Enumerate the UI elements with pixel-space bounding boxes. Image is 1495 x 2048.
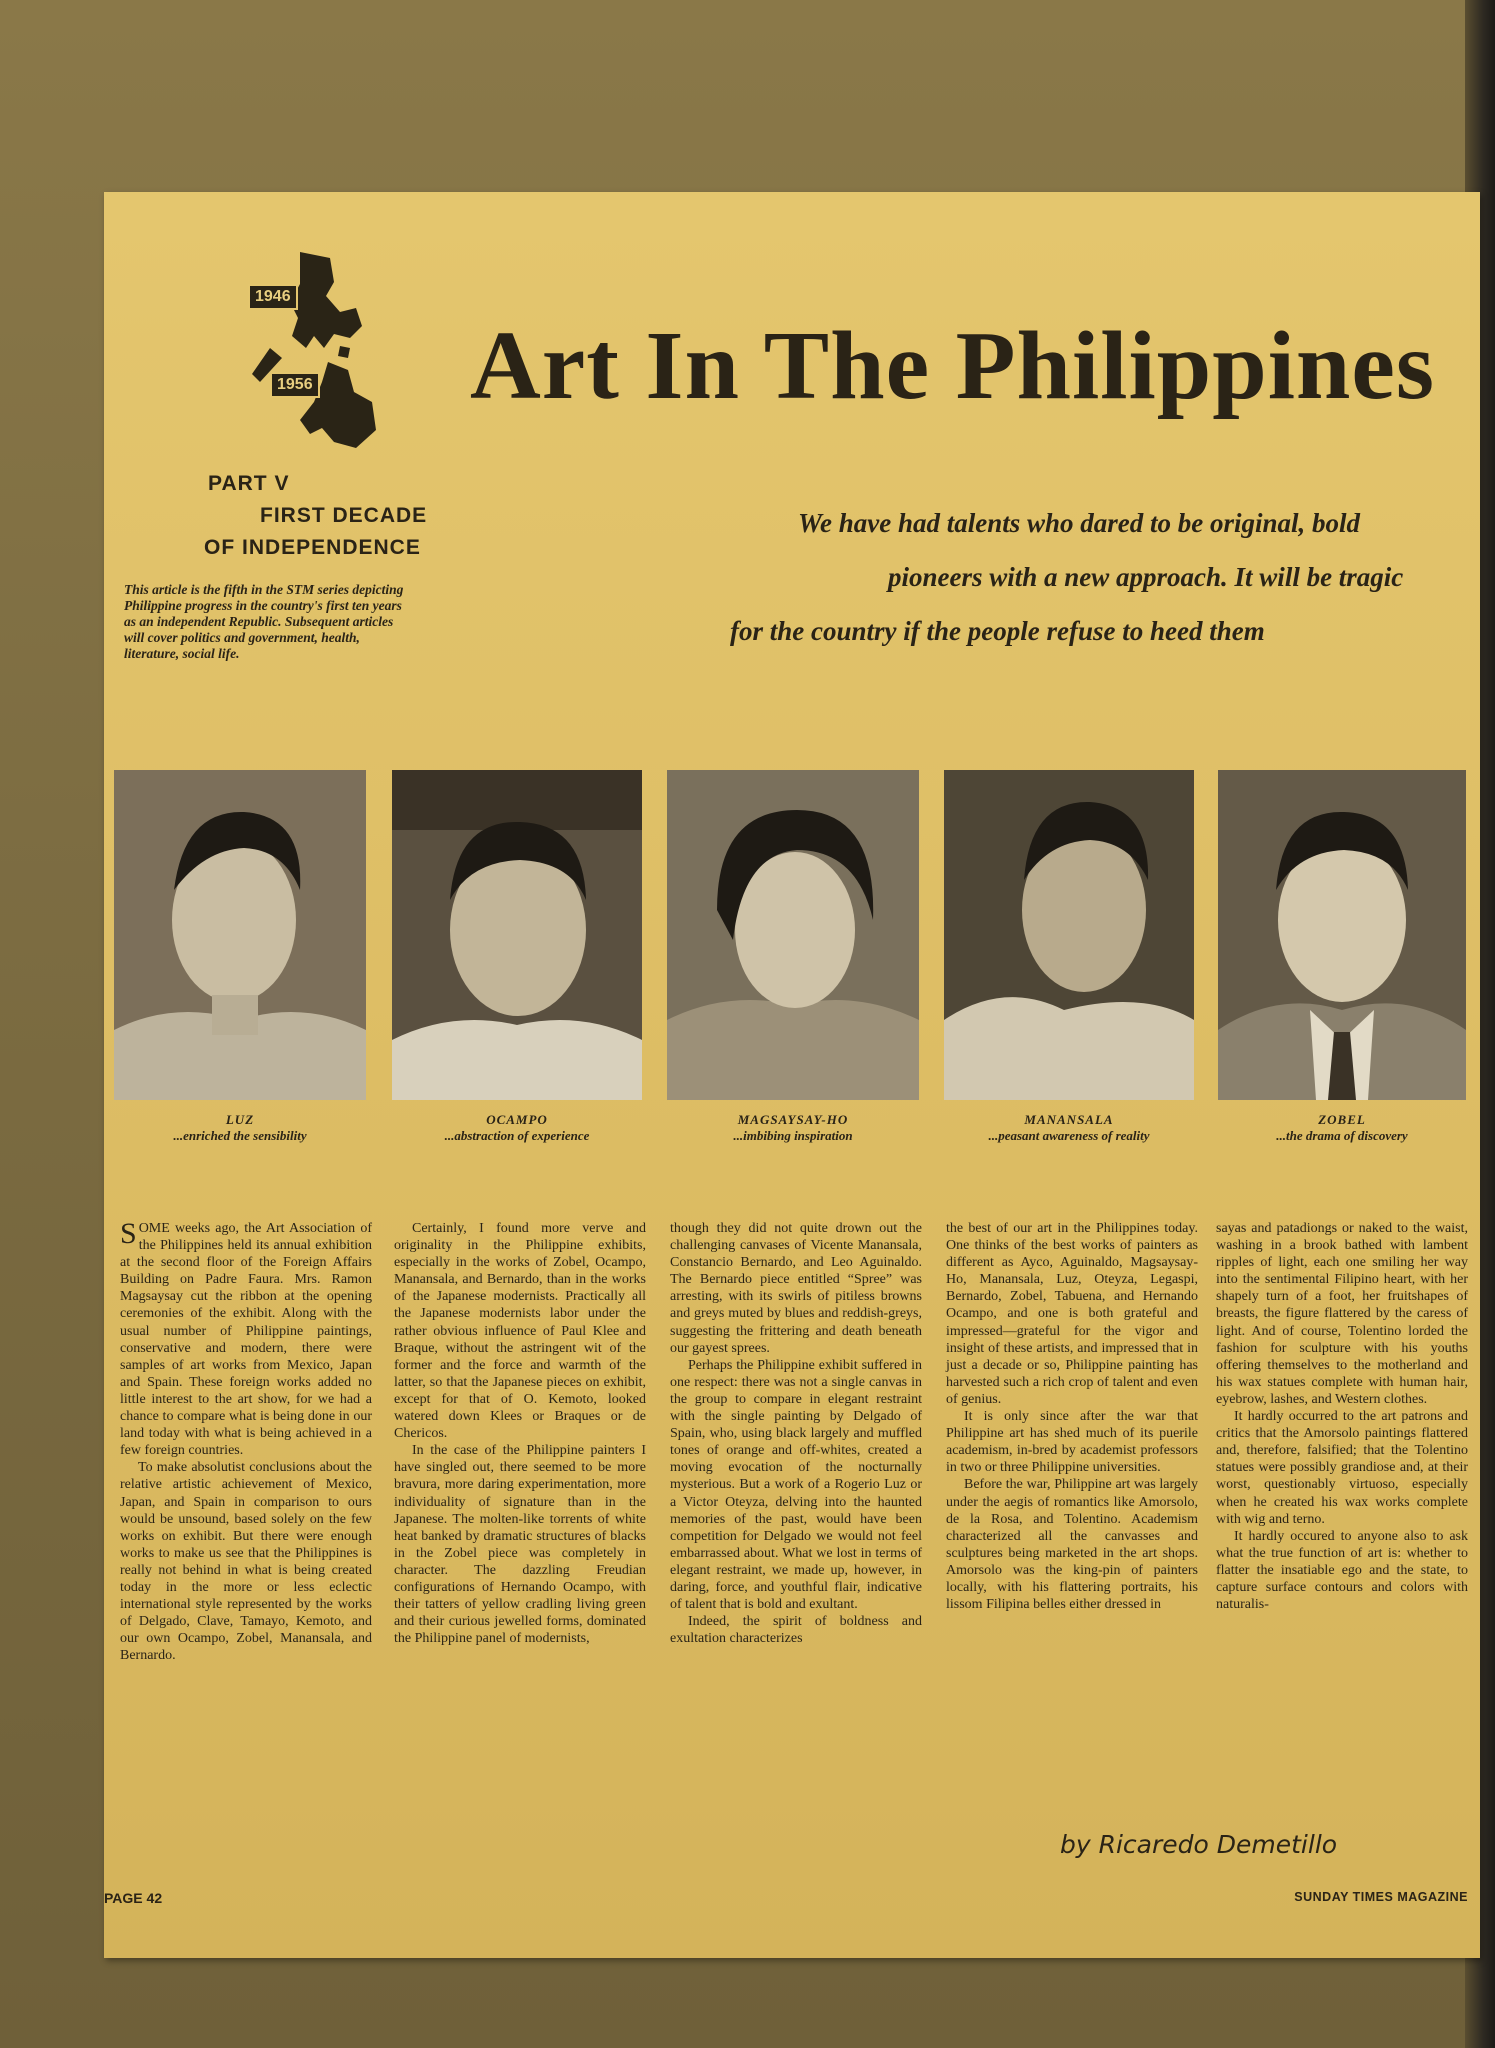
page-number: PAGE 42 xyxy=(104,1890,163,1906)
magazine-page xyxy=(104,192,1480,1958)
paragraph: the best of our art in the Philippines today. One thinks of the best works of painters as different as Ayco, Aguinaldo, Magsaysay-Ho, Manansala, Luz, Oteyza, Legaspi, Bernardo, Zobel, Tabuena, and Hernando Ocampo, and one is both grateful and impressed—grateful for the vigor and insight of these artists, and impressed that in just a decade or so, Philippine painting has harvested such a rich crop of talent and even of genius. xyxy=(946,1221,1198,1407)
caption-text: ...abstraction of experience xyxy=(444,1128,590,1143)
caption-text: ...imbibing inspiration xyxy=(733,1128,853,1143)
photo-magsaysay-ho xyxy=(667,770,919,1100)
paragraph: though they did not quite drown out the challenging canvases of Vicente Manansala, Constancio Bernardo, and Leo Aguinaldo. The Bernardo piece entitled “Spree” was arresting, with its swirls of pitiless browns and greys muted by blues and reddish-greys, suggesting the frittering and death beneath our gayest sprees. xyxy=(670,1221,922,1356)
intro-note: This article is the fifth in the STM series depicting Philippine progress in the country's first ten years as an independent Republic. Subsequent articles will cover politics and government, health, literature, social life. xyxy=(124,582,404,661)
paragraph: It hardly occurred to the art patrons and critics that the Amorsolo paintings flattered and, therefore, falsified; that the Tolentino statues were possibly grandiose and, at their worst, questionably virtuoso, especially when he created his wax works complete with wig and terno. xyxy=(1216,1409,1468,1527)
caption-name: ZOBEL xyxy=(1318,1112,1366,1127)
paragraph: To make absolutist conclusions about the relative artistic achievement of Mexico, Japan, and Spain in comparison to ours would be unsound, based solely on the few works on exhibit. But there were enough works to make us see that the Philippines is really not behind in what is being created today in the more or less eclectic international style represented by the works of Delgado, Clave, Tamayo, Kemoto, and our own Ocampo, Zobel, Manansala, and Bernardo. xyxy=(120,1460,372,1664)
paragraph: Perhaps the Philippine exhibit suffered in one respect: there was not a single canvas in the group to compare in elegant restraint with the single painting by Delgado of Spain, who, using black largely and muffled tones of orange and off-whites, created a moving evocation of the nocturnally mysterious. But a work of a Rogerio Luz or a Victor Oteyza, delving into the haunted memories of the past, would have been competition for Delgado we would not feel embarrassed about. What we lost in terms of elegant restraint, we made up, however, in daring, force, and youthful flair, indicative of talent that is bold and exultant. xyxy=(670,1357,922,1613)
photo-zobel xyxy=(1218,770,1466,1100)
part-subtitle-1: FIRST DECADE xyxy=(260,504,428,527)
caption-text: ...peasant awareness of reality xyxy=(988,1128,1150,1143)
caption-luz xyxy=(114,1112,366,1144)
publication-name: SUNDAY TIMES MAGAZINE xyxy=(1294,1890,1468,1904)
part-number: PART V xyxy=(208,472,290,495)
caption-name: MAGSAYSAY-HO xyxy=(737,1112,849,1127)
deck-line-1: We have had talents who dared to be original, bold xyxy=(798,508,1361,538)
page-title: Art In The Philippines xyxy=(470,312,1436,420)
article-column-3 xyxy=(670,1220,922,1647)
paragraph-text: OME weeks ago, the Art Association of the Philippines held its annual exhibition at the second floor of the Foreign Affairs Building on Padre Faura. Mrs. Ramon Magsaysay cut the ribbon at the opening ceremonies of the exhibit. Along with the usual number of Philippine paintings, conservative and modern, there were samples of art works from Mexico, Japan and Spain. These foreign works added no little interest to the art show, for we had a chance to compare what is being done in our land today with what is being achieved in a few foreign countries. xyxy=(120,1221,372,1459)
philippines-map-icon xyxy=(230,252,380,452)
caption-name: OCAMPO xyxy=(486,1112,548,1127)
paragraph: In the case of the Philippine painters I have singled out, there seemed to be more bravura, more daring experimentation, more individuality of signature than in the Japanese. The molten-like torrents of white heat banked by dramatic structures of blacks in the Zobel piece was completely in character. The dazzling Freudian configurations of Hernando Ocampo, with their tatters of yellow cradling living green and their curious jewelled forms, dominated the Philippine panel of modernists, xyxy=(394,1443,646,1647)
author-byline: by Ricaredo Demetillo xyxy=(1060,1830,1338,1859)
caption-text: ...the drama of discovery xyxy=(1276,1128,1408,1143)
caption-magsaysay-ho xyxy=(667,1112,919,1144)
photo-manansala xyxy=(944,770,1194,1100)
article-column-5 xyxy=(1216,1220,1468,1613)
caption-text: ...enriched the sensibility xyxy=(173,1128,307,1143)
paragraph xyxy=(120,1217,372,1459)
caption-name: MANANSALA xyxy=(1024,1112,1114,1127)
year-start-label: 1946 xyxy=(248,284,298,310)
caption-zobel xyxy=(1218,1112,1466,1144)
deck-line-3: for the country if the people refuse to heed them xyxy=(730,616,1265,646)
paragraph: sayas and patadiongs or naked to the waist, washing in a brook bathed with lambent ripples of light, each one smiling her way into the sentimental Filipino heart, with her shapely turn of a foot, her fruitshapes of breasts, the figure flattered by the caress of light. And of course, Tolentino lorded the fashion for sculpture with his youths offering themselves to the motherland and his wax statues complete with human hair, eyebrow, lashes, and Western clothes. xyxy=(1216,1221,1468,1407)
series-label xyxy=(154,468,444,564)
photo-luz xyxy=(114,770,366,1100)
article-column-1 xyxy=(120,1217,372,1664)
paragraph: It is only since after the war that Philippine art has shed much of its puerile academism, in-bred by academist professors in two or three Philippine universities. xyxy=(946,1409,1198,1476)
drop-cap: S xyxy=(120,1217,137,1250)
deck-text xyxy=(504,496,1464,658)
caption-name: LUZ xyxy=(225,1112,255,1127)
article-column-2 xyxy=(394,1220,646,1647)
deck-line-2: pioneers with a new approach. It will be tragic xyxy=(888,562,1404,592)
year-end-label: 1956 xyxy=(270,372,320,398)
paragraph: Before the war, Philippine art was largely under the aegis of romantics like Amorsolo, de la Rosa, and Tolentino. Academism characterized all the canvasses and sculptures being marketed in the art shops. Amorsolo was the king-pin of painters locally, with his flattering portraits, his lissom Filipina belles either dressed in xyxy=(946,1477,1198,1613)
part-subtitle-2: OF INDEPENDENCE xyxy=(204,536,421,559)
photo-ocampo xyxy=(392,770,642,1100)
article-column-4 xyxy=(946,1220,1198,1613)
paragraph: Indeed, the spirit of boldness and exultation characterizes xyxy=(670,1614,922,1647)
paragraph: It hardly occured to anyone also to ask what the true function of art is: whether to flatter the insatiable ego and the state, to capture surface contours and colors with naturalis- xyxy=(1216,1528,1468,1613)
paragraph: Certainly, I found more verve and originality in the Philippine exhibits, especially in the works of Zobel, Ocampo, Manansala, and Bernardo, than in the works of the Japanese modernists. Practically all the Japanese modernists labor under the rather obvious influence of Paul Klee and Braque, without the astringent wit of the former and the force and warmth of the latter, so that the Japanese pieces on exhibit, except for that of O. Kemoto, looked watered down Klees or Braques or de Chericos. xyxy=(394,1221,646,1442)
caption-ocampo xyxy=(392,1112,642,1144)
caption-manansala xyxy=(944,1112,1194,1144)
